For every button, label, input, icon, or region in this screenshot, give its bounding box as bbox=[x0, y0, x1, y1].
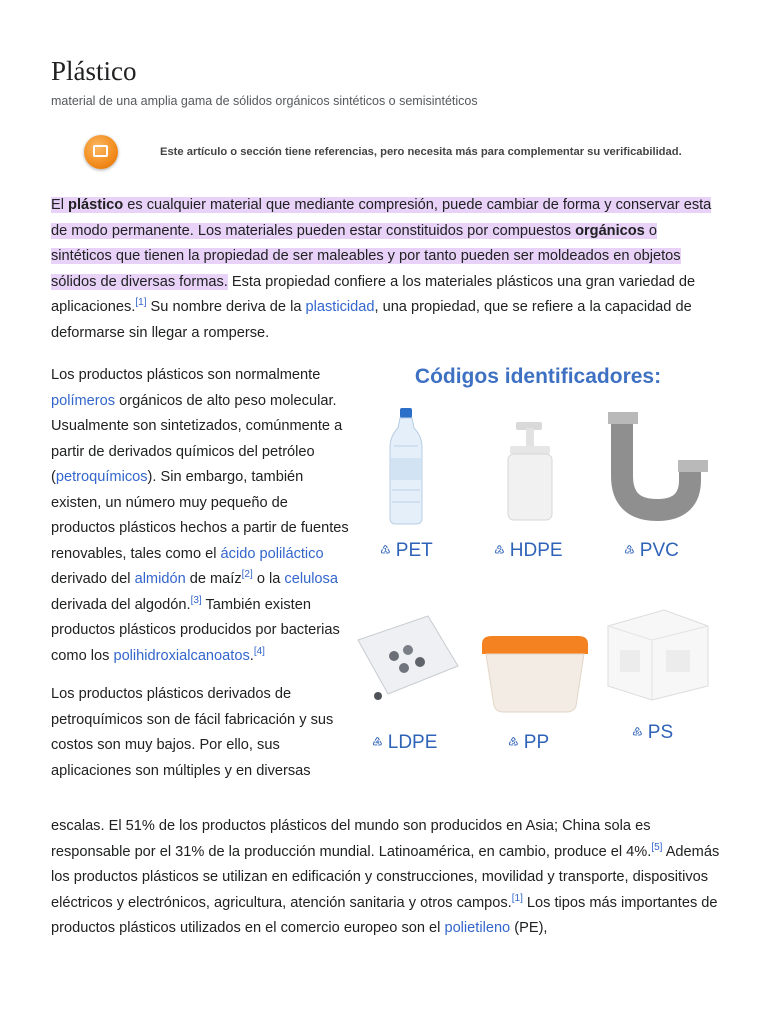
text: Su nombre deriva de la bbox=[146, 299, 306, 315]
link-polietileno[interactable]: polietileno bbox=[444, 920, 511, 936]
plastic-codes-figure bbox=[352, 360, 724, 800]
paragraph-polimeros bbox=[51, 363, 349, 669]
text: También existen productos plásticos producidos por bacterias como los bbox=[51, 596, 340, 664]
link-acido-polilactico[interactable]: ácido poliláctico bbox=[220, 545, 324, 562]
ldpe-bag-image bbox=[354, 610, 464, 702]
recycle-icon: ♴ bbox=[494, 543, 505, 557]
hdpe-dispenser-drawing bbox=[502, 418, 560, 522]
reference-link[interactable]: [2] bbox=[241, 569, 253, 581]
reference-link[interactable]: [1] bbox=[135, 297, 147, 309]
code-pet bbox=[380, 540, 433, 562]
intro-paragraph bbox=[51, 193, 721, 346]
pet-bottle-image bbox=[386, 406, 426, 526]
code-label: PS bbox=[647, 722, 674, 743]
left-column bbox=[51, 363, 349, 784]
text: El bbox=[51, 197, 69, 213]
bold-term: plástico bbox=[68, 197, 124, 213]
recycle-icon: ♸ bbox=[632, 725, 643, 739]
text: Los productos plásticos son normalmente bbox=[51, 367, 321, 383]
reference-link[interactable]: [3] bbox=[190, 594, 202, 606]
text: Además los productos plásticos se utilizan en edificación y construcciones, movilidad y transporte, dispositivos eléctricos y electrónicos, agricultura, atención sanitaria y otros campos. bbox=[51, 843, 720, 911]
code-label: PET bbox=[395, 540, 433, 561]
recycle-icon: ♵ bbox=[624, 543, 635, 557]
reference-link[interactable]: [5] bbox=[651, 841, 663, 853]
pvc-pipe-image bbox=[602, 410, 714, 522]
link-polihidroxialcanoatos[interactable]: polihidroxialcanoatos bbox=[113, 647, 250, 664]
text: o la bbox=[252, 571, 285, 587]
text: orgánicos de alto peso molecular. Usualmente son sintetizados, comúnmente a partir de derivados químicos del petróleo ( bbox=[51, 392, 343, 485]
figure-title: Códigos identificadores: bbox=[414, 365, 662, 388]
link-celulosa[interactable]: celulosa bbox=[284, 571, 338, 587]
text: es cualquier material que mediante compresión, puede cambiar de forma y conservar esta de modo permanente. Los materiales pueden estar constituidos por compuestos bbox=[51, 197, 712, 239]
paragraph-derivados-continued bbox=[51, 814, 723, 942]
code-pvc bbox=[624, 540, 679, 562]
text: escalas. El 51% de los productos plásticos del mundo son producidos en Asia; China sola es responsable por el 31% de la producción mundial. Latinoamérica, en cambio, produce el 4%. bbox=[51, 818, 652, 860]
code-pp bbox=[508, 732, 549, 754]
recycle-icon: ♳ bbox=[380, 543, 391, 557]
text: de maíz bbox=[185, 571, 242, 587]
text: . bbox=[249, 647, 254, 664]
page-subtitle: material de una amplia gama de sólidos orgánicos sintéticos o semisintéticos bbox=[51, 94, 478, 108]
link-plasticidad[interactable]: plasticidad bbox=[305, 299, 375, 315]
code-label: PP bbox=[523, 732, 550, 753]
text: , una propiedad, que se refiere a la capacidad de deformarse sin llegar a romperse. bbox=[51, 299, 692, 341]
references-notice bbox=[80, 130, 740, 176]
notice-text: Este artículo o sección tiene referencias, pero necesita más para complementar su verificabilidad. bbox=[160, 146, 682, 158]
text: Esta propiedad confiere a los materiales plásticos una gran variedad de aplicaciones. bbox=[51, 273, 696, 315]
pp-container-image bbox=[478, 632, 592, 714]
code-label: LDPE bbox=[387, 732, 438, 753]
reference-link[interactable]: [1] bbox=[511, 892, 523, 904]
pp-container-drawing bbox=[478, 632, 592, 714]
ps-foam-drawing bbox=[604, 606, 712, 702]
text: derivado del bbox=[51, 571, 135, 587]
hdpe-dispenser-image bbox=[502, 418, 560, 522]
code-ldpe bbox=[372, 732, 437, 754]
link-almidon[interactable]: almidón bbox=[134, 571, 186, 587]
code-ps bbox=[632, 722, 673, 744]
recycle-icon: ♷ bbox=[508, 735, 519, 749]
link-petroquimicos[interactable]: petroquímicos bbox=[55, 469, 148, 485]
recycle-icon: ♶ bbox=[372, 735, 383, 749]
paragraph-derivados-start: Los productos plásticos derivados de petroquímicos son de fácil fabricación y sus costos son muy bajos. Por ello, sus aplicaciones son múltiples y en diversas bbox=[51, 686, 334, 779]
code-label: HDPE bbox=[509, 540, 563, 561]
pet-bottle-drawing bbox=[386, 406, 426, 526]
code-hdpe bbox=[494, 540, 563, 562]
book-warning-icon bbox=[84, 135, 118, 169]
text: Los tipos más importantes de productos plásticos utilizados en el comercio europeo son el bbox=[51, 894, 718, 936]
ps-foam-image bbox=[604, 606, 712, 702]
text: o sintéticos que tienen la propiedad de ser maleables y por tanto pueden ser moldeados en objetos sólidos de diversas formas. bbox=[51, 222, 681, 290]
link-polimeros[interactable]: polímeros bbox=[51, 392, 116, 409]
text: derivada del algodón. bbox=[51, 596, 191, 613]
bold-term: orgánicos bbox=[575, 222, 645, 239]
text: (PE), bbox=[510, 920, 548, 936]
pvc-pipe-drawing bbox=[602, 410, 714, 522]
code-label: PVC bbox=[639, 540, 679, 561]
page-title: Plástico bbox=[51, 56, 137, 86]
ldpe-bag-drawing bbox=[354, 610, 464, 702]
text: ). Sin embargo, también existen, un número muy pequeño de productos plásticos hechos a partir de fuentes renovables, tales como el bbox=[51, 469, 349, 562]
reference-link[interactable]: [4] bbox=[253, 645, 265, 657]
